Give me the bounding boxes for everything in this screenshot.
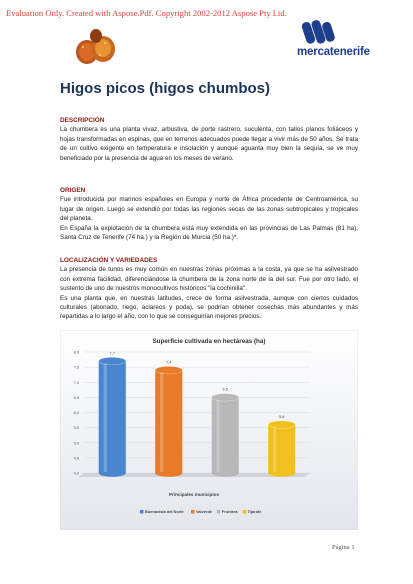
y-tick-label: 6,5: [73, 394, 79, 400]
section-heading: LOCALIZACIÓN Y VARIEDADES: [60, 257, 158, 264]
section-heading: ORIGEN: [60, 187, 86, 194]
bar: [212, 397, 239, 473]
evaluation-watermark: Evaluation Only. Created with Aspose.Pdf. Copyright 2002-2012 Aspose Pty Ltd.: [6, 8, 287, 18]
legend-swatch: [191, 510, 195, 514]
legend-label: Valverde: [196, 509, 213, 514]
prickly-pear-fruit-image: [72, 26, 118, 68]
legend-swatch: [243, 510, 247, 514]
section-paragraph: Es una planta que, en nuestras latitudes, crece de forma asilvestrada, aunque con ciertos cuidados culturales (abonado, riego, aclareos y poda), se podrían obtener cosechas más abundantes y más repartidas a lo largo el año, con lo que se conseguirían mejores precios.: [60, 294, 358, 321]
section-paragraph: Fue introducida por marinos españoles en Europa y norte de África procedente de Centroamérica, su lugar de origen. Luego se extendió por todas las regiones secas de las zonas subtropicales y tropicales del planeta.: [60, 196, 358, 223]
legend-swatch: [140, 510, 144, 514]
bar-base: [99, 469, 126, 477]
y-tick-label: 8,0: [73, 349, 79, 355]
x-axis-title: Principales municipios: [168, 492, 220, 497]
section-heading: DESCRIPCIÓN: [60, 117, 105, 124]
bar-highlight: [273, 427, 276, 472]
section-localizacion: [60, 256, 358, 322]
y-tick-label: 6,0: [73, 410, 79, 415]
bar: [268, 425, 295, 473]
y-tick-label: 5,0: [73, 440, 79, 446]
y-tick-label: 4,5: [73, 455, 79, 461]
section-paragraph: La chumbera es una planta vivaz, arbustiva, de porte rastrero, suculenta, con tallos planos foliáceos y hojas transformadas en espinas, que en terrenos adecuados puede llegar a vivir más de 50 años. Se trata de un cultivo exigente en temperatura e insolación y aunque aguanta muy bien la sequía, se ve muy beneficiado por la presencia de agua en los meses de verano.: [60, 126, 358, 162]
bar-top: [155, 366, 182, 374]
chart-title: Superficie cultivada en hectáreas (ha): [152, 338, 266, 345]
legend-swatch: [217, 510, 221, 514]
mercatenerife-logo-icon: [300, 18, 384, 68]
y-tick-label: 4,0: [73, 470, 79, 476]
bar-base: [268, 469, 295, 477]
bar-base: [212, 469, 239, 477]
legend-label: Buenavista del Norte: [145, 509, 184, 514]
y-tick-label: 5,5: [73, 425, 79, 431]
bar-top: [99, 357, 126, 365]
bar-highlight: [217, 399, 220, 472]
bar-top: [268, 421, 295, 429]
surface-bar-chart: [60, 330, 358, 530]
page-number: Página 1: [332, 544, 355, 551]
section-origen: [60, 186, 358, 242]
bar: [155, 370, 182, 473]
bar-highlight: [104, 363, 107, 472]
page-title: Higos picos (higos chumbos): [60, 80, 271, 97]
legend-label: Tijarafe: [247, 509, 262, 514]
legend-label: Frontera: [221, 509, 238, 514]
section-paragraph: La presencia de tunos es muy común en nuestras zonas próximas a la costa, ya que se ha asilvestrado con extrema facilidad, diferenciándose la chumbera de la zona norte de la del sur. Fue por otro lado, el sustento de uno de nuestros monocultivos históricos "la cochinilla".: [60, 266, 358, 293]
mercatenerife-logo-text: mercatenerife: [297, 46, 370, 58]
data-label: 7,7: [109, 350, 115, 356]
y-tick-label: 7,5: [73, 364, 79, 370]
section-descripcion: [60, 116, 358, 163]
section-paragraph: En España la explotación de la chumbera está muy extendida en las provincias de Las Palmas (81 ha), Santa Cruz de Tenerife (74 ha.) y la Región de Murcia (50 ha.)*.: [60, 224, 358, 242]
data-label: 6,5: [222, 386, 228, 392]
bar-highlight: [160, 372, 163, 472]
data-label: 7,4: [166, 359, 172, 365]
bar-top: [212, 394, 239, 402]
bar-base: [155, 469, 182, 477]
bar: [99, 361, 126, 473]
y-tick-label: 7,0: [73, 379, 79, 385]
data-label: 5,6: [279, 413, 285, 419]
